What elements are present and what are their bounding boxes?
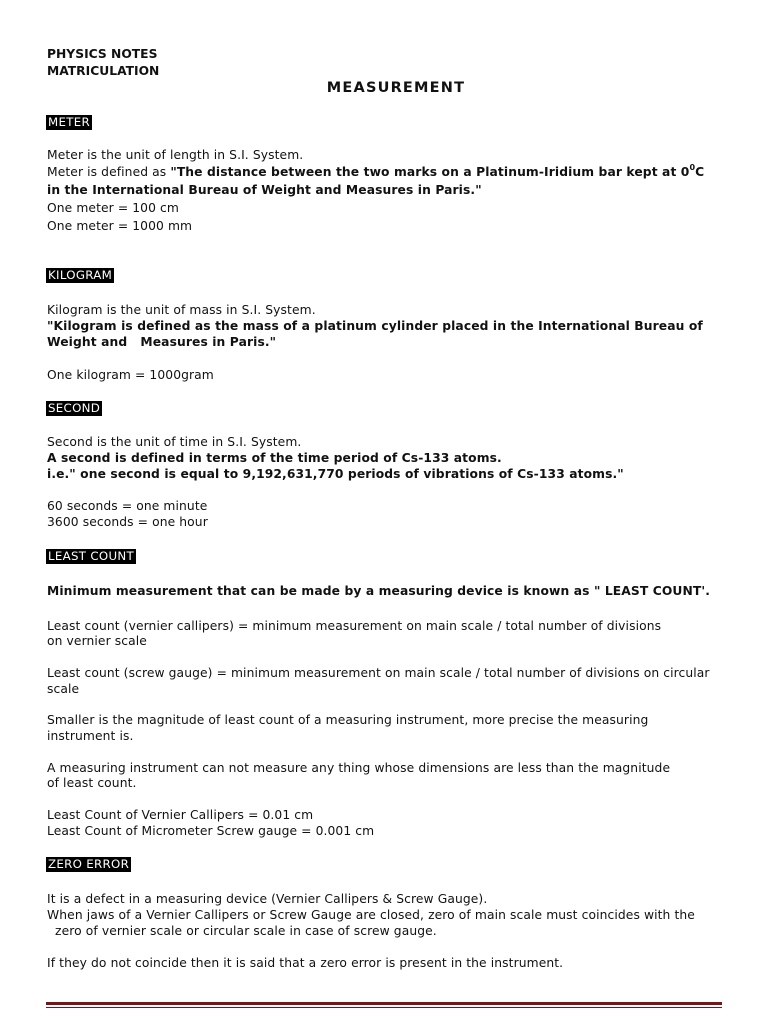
section-heading-least-count: LEAST COUNT <box>48 549 135 563</box>
section-heading-zero-error: ZERO ERROR <box>48 857 130 871</box>
footer-rule-thick <box>46 1002 722 1005</box>
meter-definition-unit: C <box>695 165 705 179</box>
least-count-line-2: Least count (vernier callipers) = minimum measurement on main scale / total number of divisions <box>47 619 662 633</box>
kilogram-line-1: Kilogram is the unit of mass in S.I. System. <box>47 303 316 317</box>
section-heading-second: SECOND <box>48 401 101 415</box>
kilogram-line-4: One kilogram = 1000gram <box>47 368 214 382</box>
meter-definition-bold: "The distance between the two marks on a Platinum-Iridium bar kept at 0 <box>170 165 690 179</box>
least-count-line-4: Least count (screw gauge) = minimum measurement on main scale / total number of divisions on circular <box>47 666 710 680</box>
section-heading-kilogram: KILOGRAM <box>48 268 113 282</box>
kilogram-line-2: "Kilogram is defined as the mass of a platinum cylinder placed in the International Bureau of <box>47 319 703 333</box>
degree-superscript: 0 <box>689 162 696 172</box>
meter-line-1: Meter is the unit of length in S.I. System. <box>47 148 304 162</box>
second-line-3: i.e." one second is equal to 9,192,631,770 periods of vibrations of Cs-133 atoms." <box>47 467 624 481</box>
header-line-1: PHYSICS NOTES <box>47 47 158 61</box>
least-count-line-11: Least Count of Micrometer Screw gauge = 0.001 cm <box>47 824 375 838</box>
zero-error-line-4: If they do not coincide then it is said that a zero error is present in the instrument. <box>47 956 564 970</box>
least-count-line-3: on vernier scale <box>47 634 147 648</box>
zero-error-line-3: zero of vernier scale or circular scale in case of screw gauge. <box>47 924 437 938</box>
second-line-5: 3600 seconds = one hour <box>47 515 208 529</box>
least-count-line-6: Smaller is the magnitude of least count of a measuring instrument, more precise the measuring <box>47 713 649 727</box>
least-count-line-9: of least count. <box>47 776 137 790</box>
second-line-1: Second is the unit of time in S.I. System. <box>47 435 302 449</box>
meter-line-5: One meter = 1000 mm <box>47 219 193 233</box>
least-count-line-10: Least Count of Vernier Callipers = 0.01 cm <box>47 808 314 822</box>
footer-rule-thin <box>46 1007 722 1008</box>
least-count-line-1: Minimum measurement that can be made by a measuring device is known as " LEAST COUNT'. <box>47 584 710 598</box>
header-line-2: MATRICULATION <box>47 64 160 78</box>
least-count-line-5: scale <box>47 682 80 696</box>
meter-definition-intro: Meter is defined as <box>47 165 171 179</box>
meter-definition-line <box>47 164 704 180</box>
least-count-line-8: A measuring instrument can not measure any thing whose dimensions are less than the magnitude <box>47 761 671 775</box>
kilogram-line-3: Weight and Measures in Paris." <box>47 335 277 349</box>
page-title: MEASUREMENT <box>326 80 466 96</box>
section-heading-meter: METER <box>48 115 90 129</box>
zero-error-line-1: It is a defect in a measuring device (Vernier Callipers & Screw Gauge). <box>47 892 488 906</box>
least-count-line-7: instrument is. <box>47 729 134 743</box>
second-line-2: A second is defined in terms of the time period of Cs-133 atoms. <box>47 451 502 465</box>
meter-line-3: in the International Bureau of Weight and Measures in Paris." <box>47 183 482 197</box>
second-line-4: 60 seconds = one minute <box>47 499 208 513</box>
meter-line-4: One meter = 100 cm <box>47 201 179 215</box>
zero-error-line-2: When jaws of a Vernier Callipers or Screw Gauge are closed, zero of main scale must coincides with the <box>47 908 695 922</box>
